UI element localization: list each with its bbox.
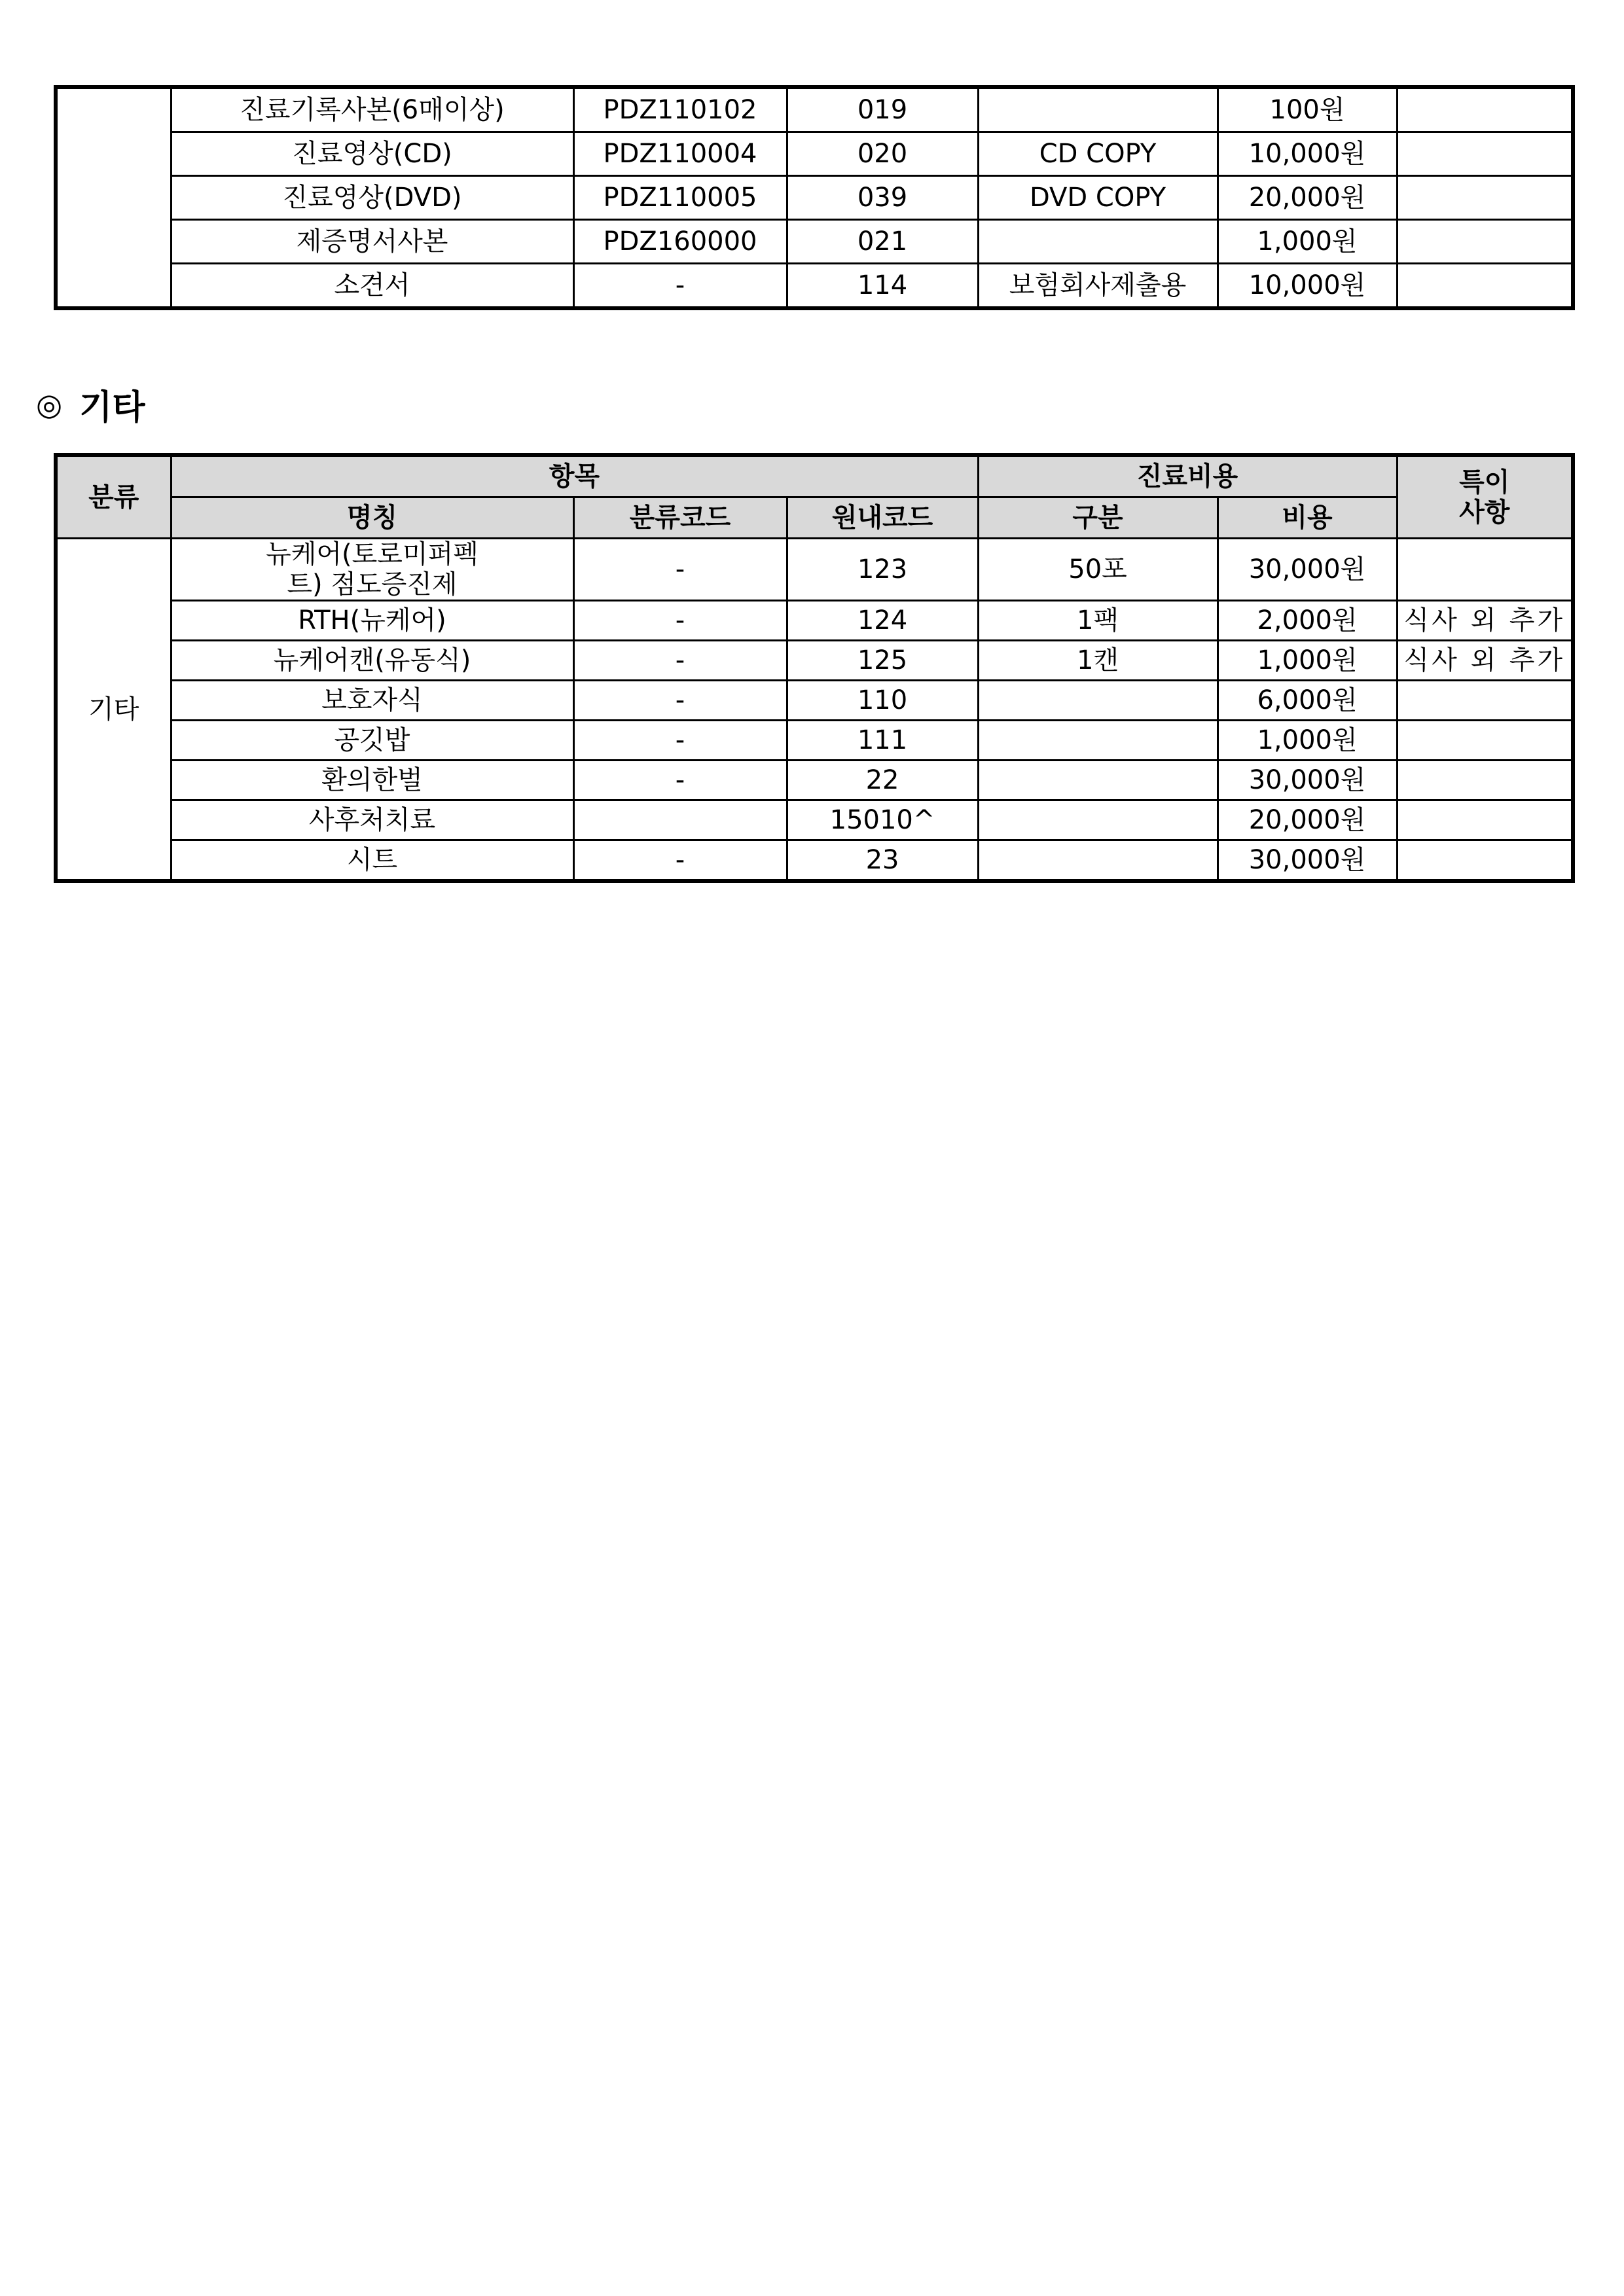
type (978, 721, 1218, 761)
item-name: 공깃밥 (171, 721, 573, 761)
table-row (56, 681, 1573, 721)
header-note: 특이 사항 (1397, 455, 1573, 539)
note (1397, 220, 1573, 264)
type: 1캔 (978, 641, 1218, 681)
internal-code: 110 (787, 681, 978, 721)
type (978, 220, 1218, 264)
type (978, 840, 1218, 882)
item-name: 시트 (171, 840, 573, 882)
table-row (56, 539, 1573, 601)
cost: 20,000원 (1218, 176, 1397, 220)
header-category-code: 분류코드 (573, 497, 787, 539)
header-item: 항목 (171, 455, 978, 497)
note (1397, 840, 1573, 882)
type (978, 681, 1218, 721)
table-row (56, 721, 1573, 761)
item-name: 뉴케어(토로미퍼펙트) 점도증진제 (171, 539, 573, 601)
cost: 100원 (1218, 87, 1397, 132)
item-name: 소견서 (171, 264, 573, 309)
internal-code: 15010^ (787, 800, 978, 840)
header-cost-group: 진료비용 (978, 455, 1397, 497)
cost: 30,000원 (1218, 840, 1397, 882)
fee-table-continued (54, 85, 1575, 310)
header-internal-code: 원내코드 (787, 497, 978, 539)
type: DVD COPY (978, 176, 1218, 220)
note: 식사 외 추가 (1397, 601, 1573, 641)
table-row (56, 132, 1573, 176)
item-name: 사후처치료 (171, 800, 573, 840)
category-code: PDZ110004 (573, 132, 787, 176)
table-row (56, 800, 1573, 840)
table-row (56, 840, 1573, 882)
internal-code: 111 (787, 721, 978, 761)
table-row (56, 220, 1573, 264)
cost: 30,000원 (1218, 761, 1397, 800)
category-code: - (573, 641, 787, 681)
item-name: 환의한벌 (171, 761, 573, 800)
internal-code: 23 (787, 840, 978, 882)
category-code: - (573, 761, 787, 800)
internal-code: 124 (787, 601, 978, 641)
header-row (56, 455, 1573, 497)
internal-code: 019 (787, 87, 978, 132)
type: 보험회사제출용 (978, 264, 1218, 309)
header-category: 분류 (56, 455, 171, 539)
internal-code: 039 (787, 176, 978, 220)
table-row (56, 264, 1573, 309)
table-row (56, 87, 1573, 132)
header-cost: 비용 (1218, 497, 1397, 539)
header-name: 명칭 (171, 497, 573, 539)
double-circle-icon: ◎ (36, 386, 63, 422)
table-row (56, 601, 1573, 641)
note (1397, 87, 1573, 132)
note: 식사 외 추가 (1397, 641, 1573, 681)
category-code: - (573, 601, 787, 641)
internal-code: 021 (787, 220, 978, 264)
note (1397, 761, 1573, 800)
internal-code: 123 (787, 539, 978, 601)
section-heading (36, 380, 145, 429)
cost: 1,000원 (1218, 220, 1397, 264)
type (978, 761, 1218, 800)
misc-fee-table (54, 453, 1575, 883)
category-code: - (573, 840, 787, 882)
note (1397, 721, 1573, 761)
type (978, 800, 1218, 840)
item-name: 뉴케어캔(유동식) (171, 641, 573, 681)
cost: 1,000원 (1218, 641, 1397, 681)
category-code: - (573, 721, 787, 761)
item-name: RTH(뉴케어) (171, 601, 573, 641)
table-row (56, 176, 1573, 220)
item-name: 제증명서사본 (171, 220, 573, 264)
cost: 10,000원 (1218, 264, 1397, 309)
table-row (56, 641, 1573, 681)
note (1397, 539, 1573, 601)
category-code (573, 800, 787, 840)
internal-code: 22 (787, 761, 978, 800)
section-title: 기타 (79, 388, 145, 427)
category-code: PDZ110102 (573, 87, 787, 132)
cost: 1,000원 (1218, 721, 1397, 761)
category-code: PDZ110005 (573, 176, 787, 220)
cost: 6,000원 (1218, 681, 1397, 721)
note (1397, 264, 1573, 309)
item-name: 보호자식 (171, 681, 573, 721)
type: 50포 (978, 539, 1218, 601)
note (1397, 176, 1573, 220)
internal-code: 020 (787, 132, 978, 176)
note (1397, 681, 1573, 721)
category-code: - (573, 264, 787, 309)
internal-code: 125 (787, 641, 978, 681)
cost: 2,000원 (1218, 601, 1397, 641)
item-name: 진료영상(DVD) (171, 176, 573, 220)
internal-code: 114 (787, 264, 978, 309)
note (1397, 800, 1573, 840)
category-cell: 기타 (56, 539, 171, 882)
category-cell (56, 87, 171, 308)
cost: 30,000원 (1218, 539, 1397, 601)
cost: 20,000원 (1218, 800, 1397, 840)
category-code: PDZ160000 (573, 220, 787, 264)
category-code: - (573, 681, 787, 721)
item-name: 진료영상(CD) (171, 132, 573, 176)
type: CD COPY (978, 132, 1218, 176)
item-name: 진료기록사본(6매이상) (171, 87, 573, 132)
header-row (56, 497, 1573, 539)
note (1397, 132, 1573, 176)
category-code: - (573, 539, 787, 601)
type (978, 87, 1218, 132)
type: 1팩 (978, 601, 1218, 641)
table-row (56, 761, 1573, 800)
cost: 10,000원 (1218, 132, 1397, 176)
header-type: 구분 (978, 497, 1218, 539)
